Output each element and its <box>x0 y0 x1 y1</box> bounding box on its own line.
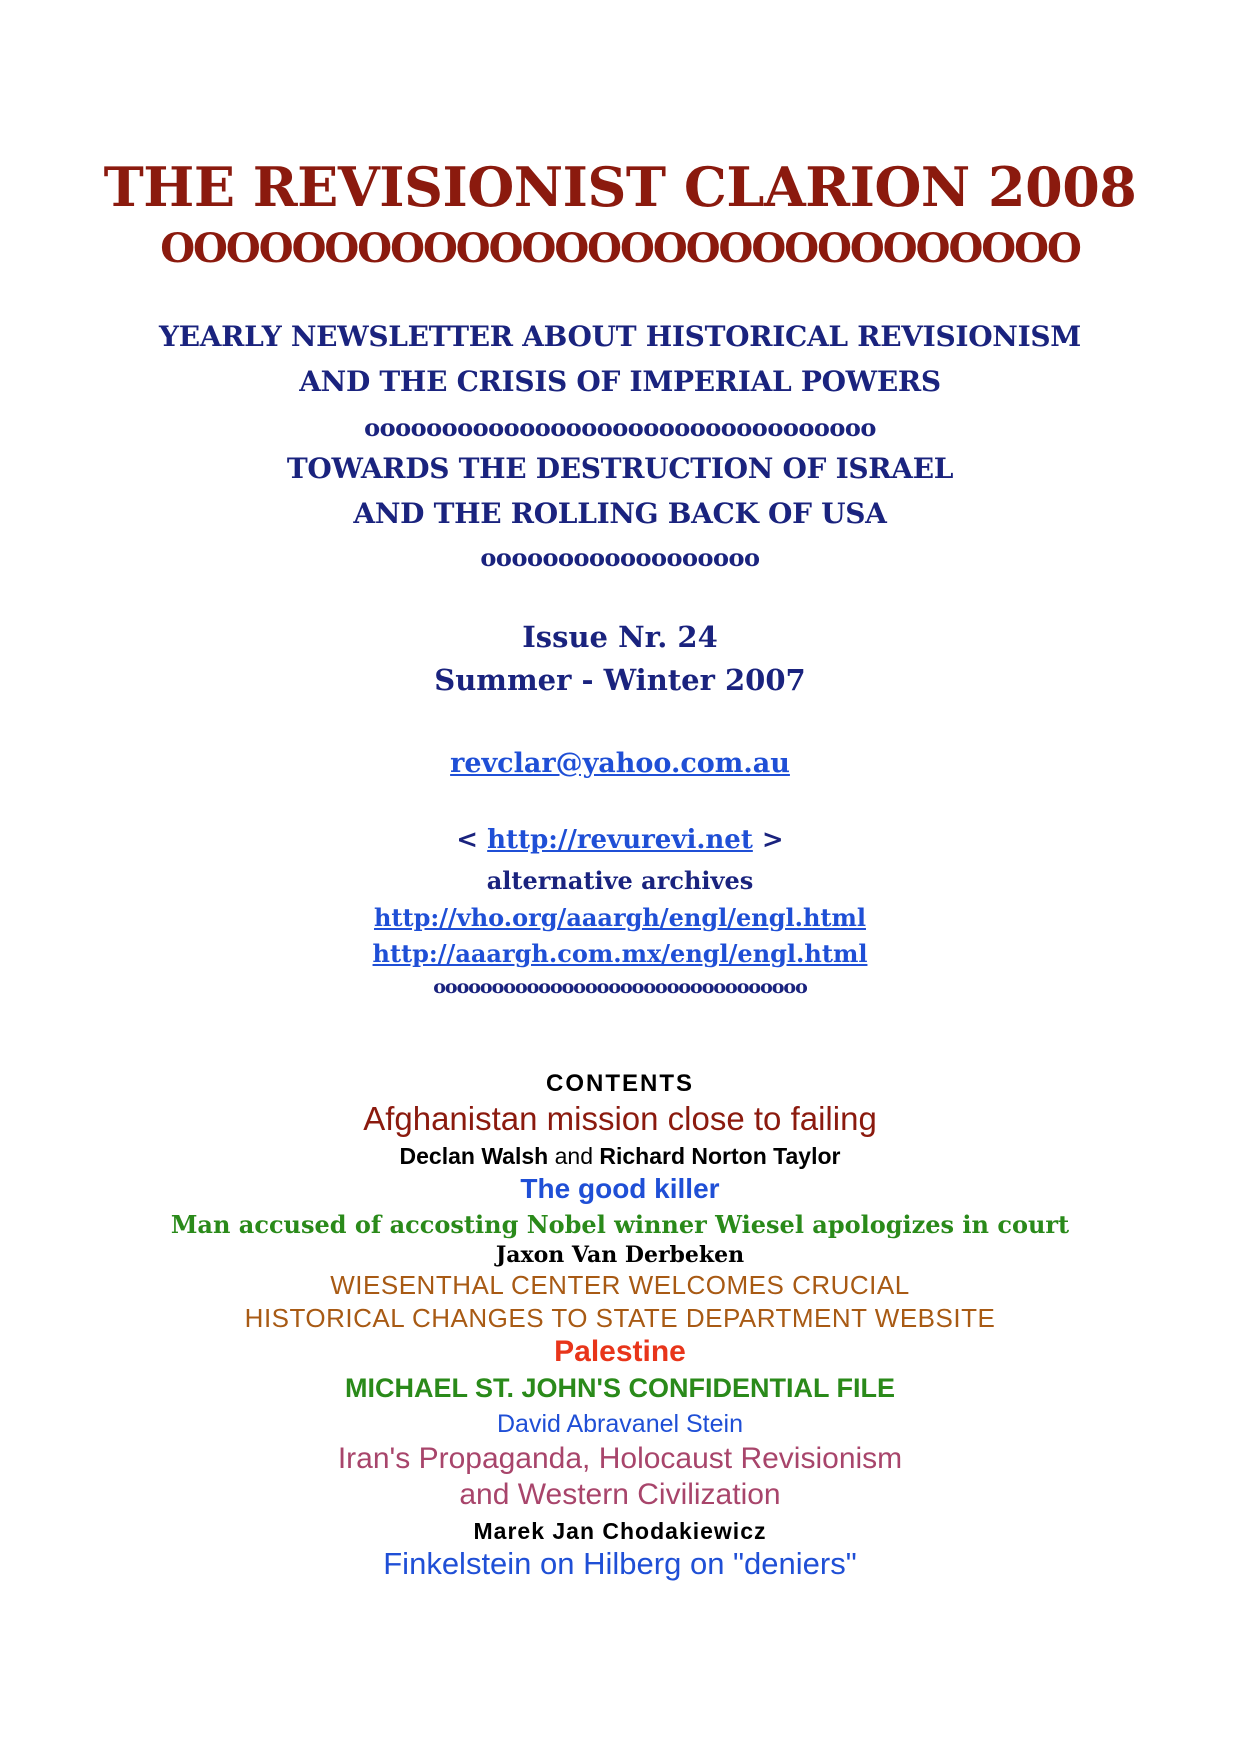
author-richard-norton-taylor: Richard Norton Taylor <box>599 1143 841 1169</box>
author-joiner: and <box>548 1143 600 1169</box>
subtitle-line-4: AND THE ROLLING BACK OF USA <box>353 497 887 530</box>
contents-item-afghanistan: Afghanistan mission close to failing <box>363 1100 877 1137</box>
contents-item-wiesenthal-1: WIESENTHAL CENTER WELCOMES CRUCIAL <box>330 1270 910 1300</box>
site-link[interactable]: http://revurevi.net <box>487 825 753 855</box>
contents-item-wiesenthal-2: HISTORICAL CHANGES TO STATE DEPARTMENT WEBSITE <box>244 1303 996 1333</box>
contents-item-iran-propaganda-2: and Western Civilization <box>459 1478 781 1511</box>
contents-item-wiesel-apology: Man accused of accosting Nobel winner Wiesel apologizes in court <box>170 1210 1070 1239</box>
subtitle-line-3: TOWARDS THE DESTRUCTION OF ISRAEL <box>286 452 954 485</box>
subtitle-ornament-1: ooooooooooooooooooooooooooooooooo <box>364 413 876 442</box>
subtitle-line-1: YEARLY NEWSLETTER ABOUT HISTORICAL REVISIONISM <box>159 320 1081 353</box>
email-line <box>0 748 1240 779</box>
contents-authors-walsh-taylor <box>0 1143 1240 1170</box>
contents-author-van-derbeken: Jaxon Van Derbeken <box>495 1242 745 1268</box>
contents-author-chodakiewicz: Marek Jan Chodakiewicz <box>473 1518 767 1544</box>
author-declan-walsh: Declan Walsh <box>399 1143 549 1169</box>
contents-item-st-john: MICHAEL ST. JOHN'S CONFIDENTIAL FILE <box>345 1373 895 1403</box>
site-suffix: > <box>761 825 784 855</box>
site-prefix: < <box>456 825 479 855</box>
contact-ornament: oooooooooooooooooooooooooooooooo <box>433 976 807 998</box>
alt-url-2-line <box>0 939 1240 968</box>
contents-item-iran-propaganda-1: Iran's Propaganda, Holocaust Revisionism <box>337 1442 903 1475</box>
subtitle-line-2: AND THE CRISIS OF IMPERIAL POWERS <box>299 365 941 398</box>
alt-archives-label: alternative archives <box>486 866 754 895</box>
contents-author-stein: David Abravanel Stein <box>497 1410 743 1438</box>
email-link[interactable]: revclar@yahoo.com.au <box>450 748 790 779</box>
issue-number: Issue Nr. 24 <box>522 620 718 654</box>
alt-archive-link-1[interactable]: http://vho.org/aaargh/engl/engl.html <box>373 903 867 932</box>
contents-item-good-killer: The good killer <box>520 1173 720 1204</box>
issue-period: Summer - Winter 2007 <box>434 663 806 697</box>
contents-item-palestine: Palestine <box>554 1335 686 1368</box>
site-line <box>0 825 1240 855</box>
title-ornament: OOOOOOOOOOOOOOOOOOOOOOOOOOOO <box>160 225 1080 272</box>
alt-url-1-line <box>0 903 1240 932</box>
contents-heading: CONTENTS <box>546 1070 694 1097</box>
alt-archive-link-2[interactable]: http://aaargh.com.mx/engl/engl.html <box>372 939 868 968</box>
newsletter-title: THE REVISIONIST CLARION 2008 <box>103 155 1137 219</box>
contents-item-finkelstein: Finkelstein on Hilberg on "deniers" <box>383 1546 857 1581</box>
subtitle-ornament-2: oooooooooooooooooo <box>480 543 760 572</box>
